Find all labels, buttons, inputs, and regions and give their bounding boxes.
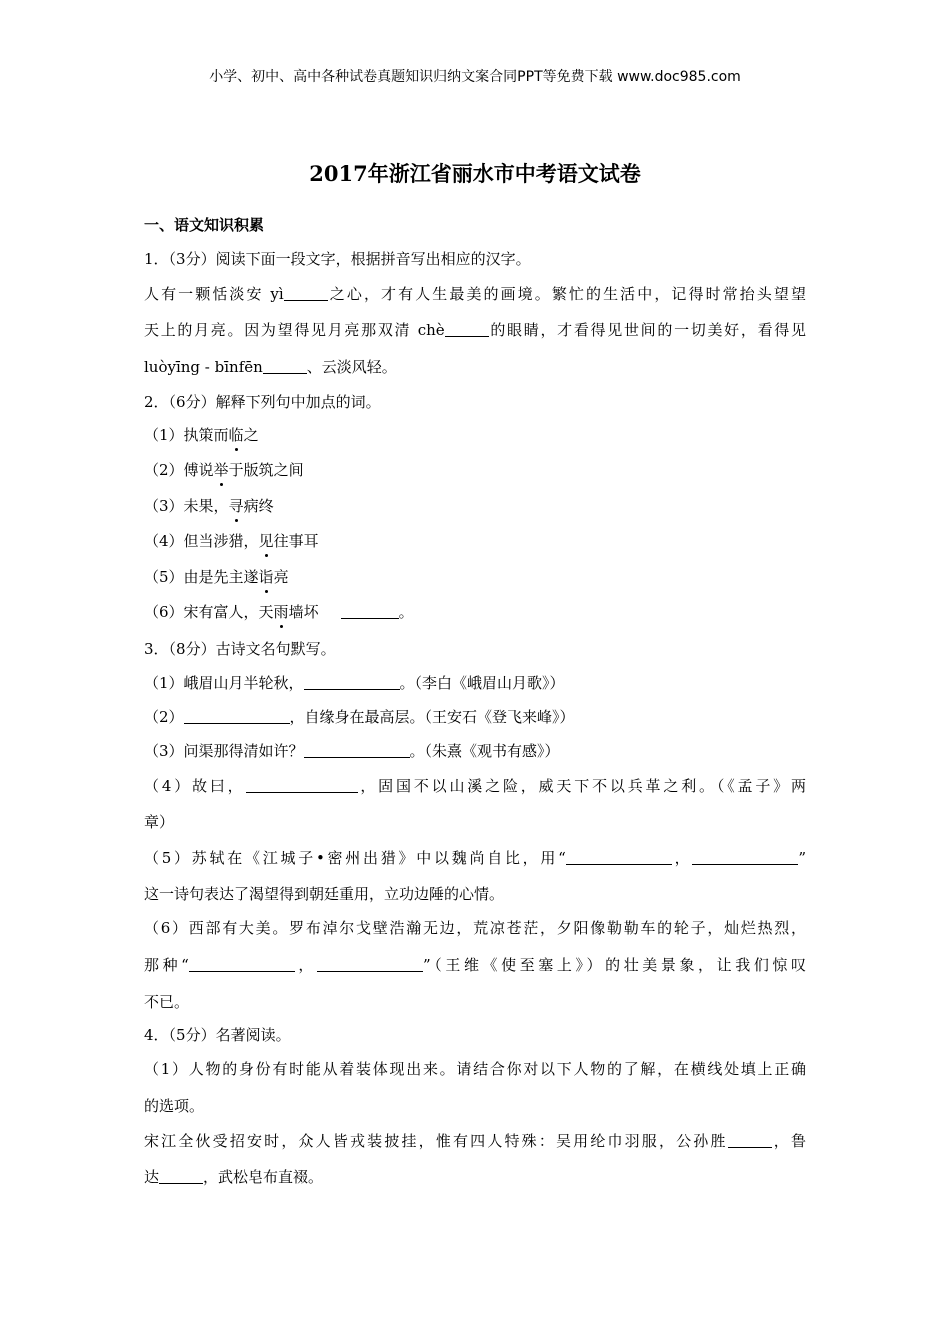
- q1-line1: 人有一颗恬淡安 yì 之心，才有人生最美的画境。繁忙的生活中，记得时常抬头望望: [144, 285, 806, 303]
- blank[interactable]: [566, 849, 672, 865]
- dotted-word: 寻: [228, 497, 244, 515]
- blank[interactable]: [159, 1168, 203, 1184]
- q3-stem: 3．（8分）古诗文名句默写。: [144, 640, 336, 658]
- blank[interactable]: [284, 285, 328, 301]
- q4-paragraph: 宋江全伙受招安时，众人皆戎装披挂，惟有四人特殊：吴用纶巾羽服，公孙胜 ，鲁: [144, 1132, 806, 1150]
- q3-item-4: （4）故曰， ，固国不以山溪之险，威天下不以兵革之利。（《孟子》两: [144, 777, 806, 795]
- q3-item-5: （5）苏轼在《江城子•密州出猎》中以魏尚自比，用“ ， ”: [144, 849, 806, 867]
- blank[interactable]: [304, 674, 400, 690]
- q3-item-6-end: 不已。: [144, 993, 190, 1011]
- blank[interactable]: [341, 603, 399, 619]
- q4-part1-cont: 的选项。: [144, 1097, 205, 1115]
- q4-stem: 4．（5分）名著阅读。: [144, 1026, 291, 1044]
- q2-stem: 2．（6分）解释下列句中加点的词。: [144, 393, 381, 411]
- q3-item-5-cont: 这一诗句表达了渴望得到朝廷重用，立功边陲的心情。: [144, 885, 505, 903]
- q3-item-6: （6）西部有大美。罗布淖尔戈壁浩瀚无边，荒凉苍茫，夕阳像勒勒车的轮子，灿烂热烈，: [144, 919, 806, 937]
- section-heading: 一、语文知识积累: [144, 216, 265, 234]
- blank[interactable]: [189, 956, 295, 972]
- page-title: 2017年浙江省丽水市中考语文试卷: [309, 161, 641, 186]
- q1-line2: 天上的月亮。因为望得见月亮那双清 chè 的眼睛，才看得见世间的一切美好，看得见: [144, 321, 806, 339]
- q3-item-2: （2） ，自缘身在最高层。（王安石《登飞来峰》）: [144, 708, 575, 726]
- dotted-word: 雨: [273, 603, 289, 621]
- q2-item-3: （3）未果，寻病终: [144, 497, 274, 515]
- q3-item-1: （1）峨眉山月半轮秋， 。（李白《峨眉山月歌》）: [144, 674, 565, 692]
- blank[interactable]: [184, 708, 290, 724]
- dotted-word: 见: [258, 532, 274, 550]
- dotted-word: 诣: [258, 568, 274, 586]
- q1-line3: luòyīng - bīnfēn 、云淡风轻。: [144, 358, 397, 376]
- blank[interactable]: [263, 358, 307, 374]
- q2-item-5: （5）由是先主遂诣亮: [144, 568, 289, 586]
- blank[interactable]: [692, 849, 798, 865]
- q2-item-2: （2）傅说举于版筑之间: [144, 461, 304, 479]
- page-header: 小学、初中、高中各种试卷真题知识归纳文案合同PPT等免费下载 www.doc985.com: [209, 69, 741, 85]
- q1-stem: 1．（3分）阅读下面一段文字，根据拼音写出相应的汉字。: [144, 250, 531, 268]
- q3-item-6-cont: 那种“ ， ”（王维《使至塞上》）的壮美景象，让我们惊叹: [144, 956, 806, 974]
- q3-item-3: （3）问渠那得清如许？ 。（朱熹《观书有感》）: [144, 742, 560, 760]
- dotted-word: 临: [228, 426, 244, 444]
- q4-paragraph-cont: 达 ，武松皂布直裰。: [144, 1168, 324, 1186]
- blank[interactable]: [304, 742, 410, 758]
- blank[interactable]: [445, 321, 489, 337]
- blank[interactable]: [317, 956, 423, 972]
- q2-item-6: （6）宋有富人，天雨墙坏 。: [144, 603, 414, 621]
- dotted-word: 举: [213, 461, 229, 479]
- blank[interactable]: [246, 777, 358, 793]
- q2-item-4: （4）但当涉猎，见往事耳: [144, 532, 319, 550]
- blank[interactable]: [728, 1132, 772, 1148]
- q4-part1: （1）人物的身份有时能从着装体现出来。请结合你对以下人物的了解，在横线处填上正确: [144, 1060, 806, 1078]
- q2-item-1: （1）执策而临之: [144, 426, 259, 444]
- q3-item-4-cont: 章）: [144, 813, 175, 831]
